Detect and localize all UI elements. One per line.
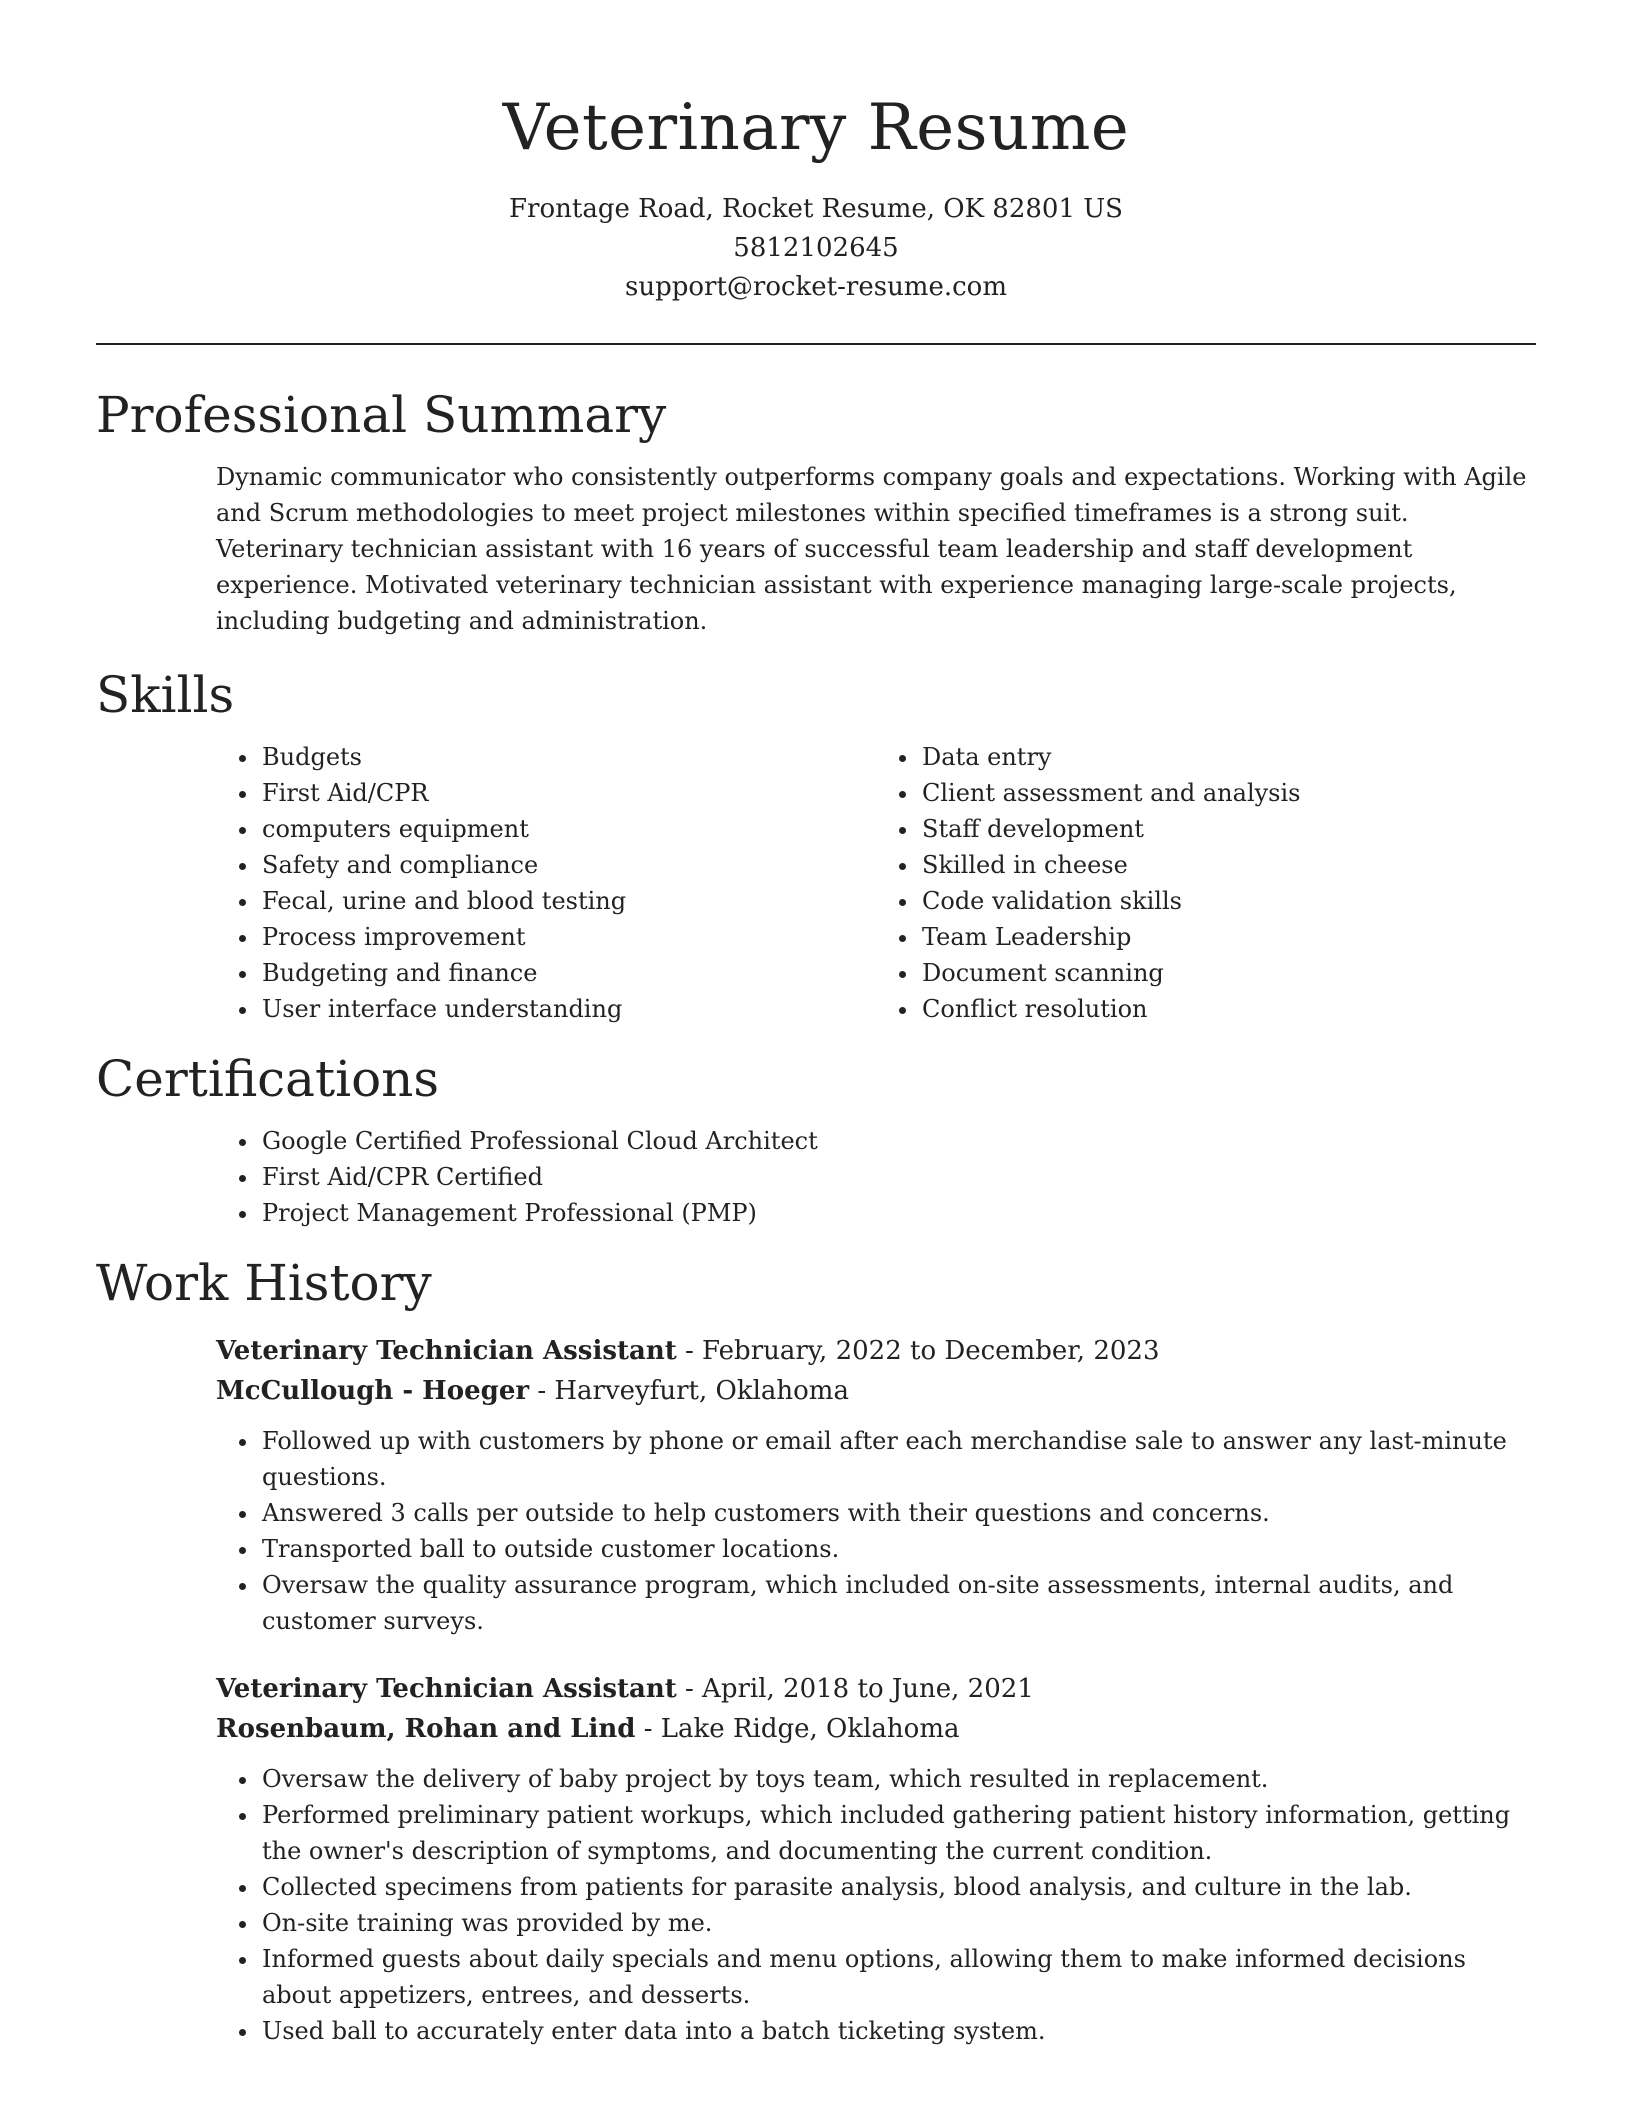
job-duty: • Followed up with customers by phone or email after each merchandise sale to answer any last-minute questions. [260, 1423, 1536, 1495]
certification-item: • Project Management Professional (PMP) [260, 1195, 1536, 1231]
job-duty: • Answered 3 calls per outside to help customers with their questions and concerns. [260, 1495, 1536, 1531]
job-role: Veterinary Technician Assistant [216, 1336, 677, 1366]
skill-item: • Team Leadership [920, 919, 1536, 955]
job-duty: • Informed guests about daily specials and menu options, allowing them to make informed decisions about appetizers, entrees, and desserts. [260, 1941, 1536, 2013]
certification-item: • First Aid/CPR Certified [260, 1159, 1536, 1195]
job-company-line [216, 1709, 1536, 1749]
work-history-heading: Work History [96, 1254, 432, 1312]
header-divider [96, 343, 1536, 345]
job-title-line [216, 1331, 1536, 1371]
skill-item: • Data entry [920, 739, 1536, 775]
skill-item: • Code validation skills [920, 883, 1536, 919]
job-role: Veterinary Technician Assistant [216, 1674, 677, 1704]
job-company-line [216, 1371, 1536, 1411]
skill-item: • User interface understanding [260, 991, 876, 1027]
job-duties-list [216, 1423, 1536, 1639]
job-title-line [216, 1669, 1536, 1709]
job-duty: • On-site training was provided by me. [260, 1905, 1536, 1941]
summary-text: Dynamic communicator who consistently outperforms company goals and expectations. Working with Agile and Scrum methodologies to meet project milestones within specified timeframes is a strong suit. Veterinary technician assistant with 16 years of successful team leadership and staff development experience. Motivated veterinary technician assistant with experience managing large-scale projects, including budgeting and administration. [216, 463, 1527, 635]
job-entry [216, 1331, 1536, 1639]
skills-left-column [216, 739, 876, 1027]
job-duty: • Transported ball to outside customer locations. [260, 1531, 1536, 1567]
skill-item: • Skilled in cheese [920, 847, 1536, 883]
certifications-heading: Certifications [96, 1050, 440, 1108]
skill-item: • Fecal, urine and blood testing [260, 883, 876, 919]
contact-info [96, 190, 1536, 307]
resume-title: Veterinary Resume [502, 91, 1130, 165]
job-location: - Lake Ridge, Oklahoma [635, 1714, 960, 1744]
job-dates: - April, 2018 to June, 2021 [676, 1674, 1034, 1704]
skill-item: • computers equipment [260, 811, 876, 847]
skills-grid [216, 739, 1536, 1027]
resume-header [96, 88, 1536, 307]
job-duties-list [216, 1761, 1536, 2049]
job-entry [216, 1669, 1536, 2049]
skills-heading: Skills [96, 666, 235, 724]
job-duty: • Oversaw the delivery of baby project by toys team, which resulted in replacement. [260, 1761, 1536, 1797]
summary-heading: Professional Summary [96, 386, 667, 444]
work-history-section [96, 1253, 1536, 2049]
job-duty: • Oversaw the quality assurance program, which included on-site assessments, internal audits, and customer surveys. [260, 1567, 1536, 1639]
skill-item: • First Aid/CPR [260, 775, 876, 811]
skills-right-column [876, 739, 1536, 1027]
skill-item: • Budgeting and finance [260, 955, 876, 991]
address: Frontage Road, Rocket Resume, OK 82801 US [509, 194, 1123, 224]
job-duty: • Collected specimens from patients for parasite analysis, blood analysis, and culture in the lab. [260, 1869, 1536, 1905]
skill-item: • Safety and compliance [260, 847, 876, 883]
job-duty: • Performed preliminary patient workups, which included gathering patient history information, getting the owner's description of symptoms, and documenting the current condition. [260, 1797, 1536, 1869]
skill-item: • Budgets [260, 739, 876, 775]
email: support@rocket-resume.com [624, 272, 1007, 302]
skills-section [96, 665, 1536, 1027]
job-dates: - February, 2022 to December, 2023 [676, 1336, 1160, 1366]
certification-item: • Google Certified Professional Cloud Architect [260, 1123, 1536, 1159]
skill-item: • Staff development [920, 811, 1536, 847]
job-company: McCullough - Hoeger [216, 1376, 530, 1406]
skill-item: • Client assessment and analysis [920, 775, 1536, 811]
skill-item: • Conflict resolution [920, 991, 1536, 1027]
skill-item: • Document scanning [920, 955, 1536, 991]
certifications-section [96, 1049, 1536, 1231]
skill-item: • Process improvement [260, 919, 876, 955]
phone: 5812102645 [733, 233, 899, 263]
certifications-list [216, 1123, 1536, 1231]
job-duty: • Used ball to accurately enter data into a batch ticketing system. [260, 2013, 1536, 2049]
job-location: - Harveyfurt, Oklahoma [529, 1376, 849, 1406]
summary-section [96, 385, 1536, 639]
job-company: Rosenbaum, Rohan and Lind [216, 1714, 636, 1744]
